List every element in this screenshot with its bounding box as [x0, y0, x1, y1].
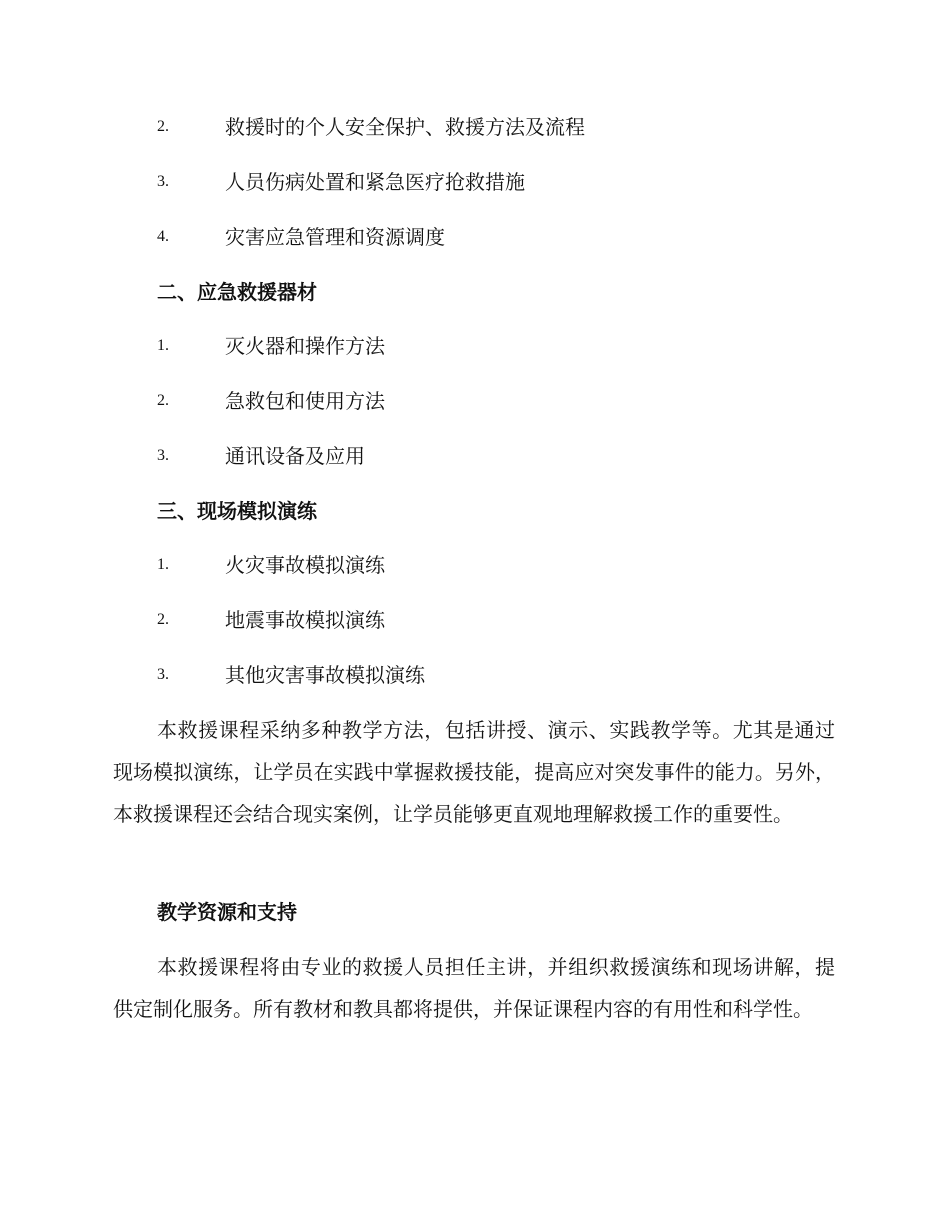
list-text: 救援时的个人安全保护、救援方法及流程	[225, 115, 585, 139]
list-item	[157, 441, 857, 471]
list-number: 3.	[157, 666, 169, 683]
list-text: 灭火器和操作方法	[225, 334, 385, 358]
list-number: 2.	[157, 118, 169, 135]
section-heading-resources: 教学资源和支持	[157, 900, 297, 924]
list-text: 地震事故模拟演练	[225, 608, 385, 632]
list-number: 1.	[157, 556, 169, 573]
list-item	[157, 331, 857, 361]
section-heading-equipment: 二、应急救援器材	[157, 280, 317, 304]
teaching-methods-paragraph: 本救援课程采纳多种教学方法，包括讲授、演示、实践教学等。尤其是通过现场模拟演练，让学员在实践中掌握救援技能，提高应对突发事件的能力。另外，本救援课程还会结合现实案例，让学员能够更直观地理解救援工作的重要性。	[113, 718, 835, 826]
resources-paragraph: 本救援课程将由专业的救援人员担任主讲，并组织救援演练和现场讲解，提供定制化服务。所有教材和教具都将提供，并保证课程内容的有用性和科学性。	[113, 955, 835, 1021]
list-number: 2.	[157, 392, 169, 409]
list-item	[157, 222, 857, 252]
list-item	[157, 386, 857, 416]
list-number: 3.	[157, 447, 169, 464]
list-text: 急救包和使用方法	[225, 389, 385, 413]
list-item	[157, 605, 857, 635]
list-item	[157, 660, 857, 690]
list-text: 其他灾害事故模拟演练	[225, 663, 425, 687]
list-item	[157, 167, 857, 197]
list-item	[157, 550, 857, 580]
list-item	[157, 112, 857, 142]
list-text: 火灾事故模拟演练	[225, 553, 385, 577]
list-text: 灾害应急管理和资源调度	[225, 225, 445, 249]
list-text: 通讯设备及应用	[225, 444, 365, 468]
list-text: 人员伤病处置和紧急医疗抢救措施	[225, 170, 525, 194]
list-number: 2.	[157, 611, 169, 628]
list-number: 4.	[157, 228, 169, 245]
list-number: 1.	[157, 337, 169, 354]
list-number: 3.	[157, 173, 169, 190]
section-heading-drills: 三、现场模拟演练	[157, 499, 317, 523]
